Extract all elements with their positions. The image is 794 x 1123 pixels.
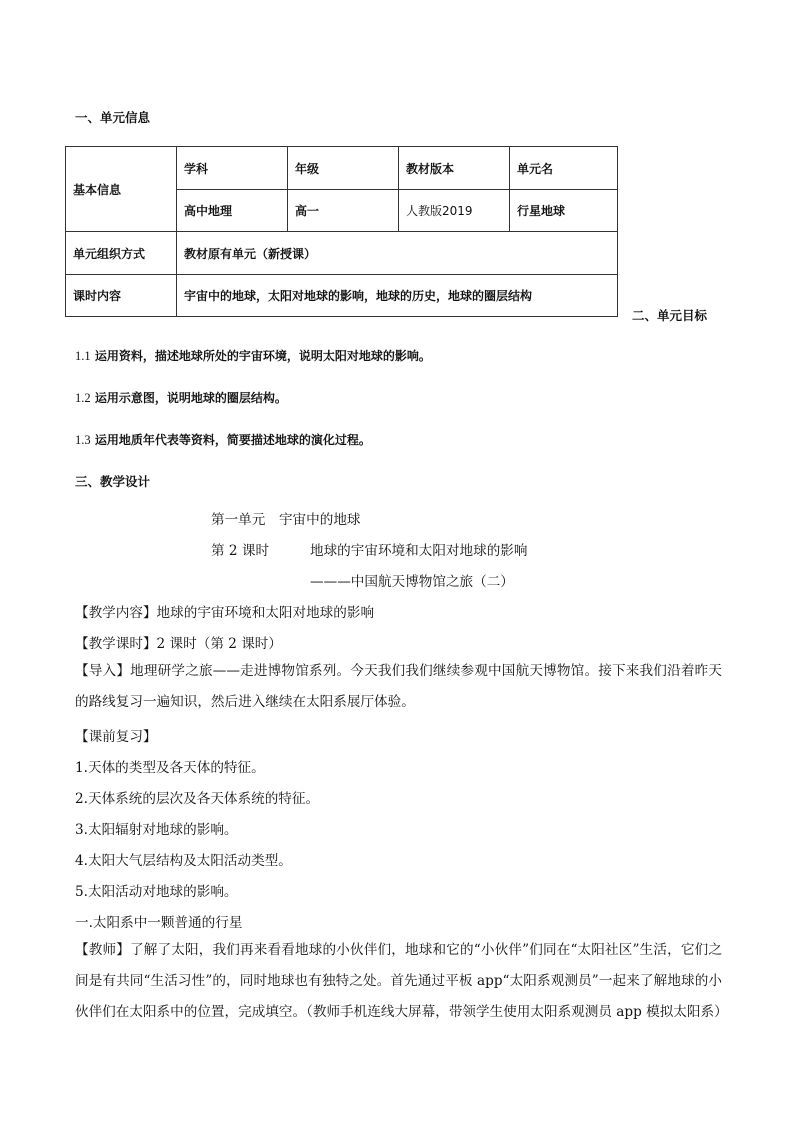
- objective-text: 运用地质年代表等资料，简要描述地球的演化过程。: [94, 433, 371, 447]
- org-value: 教材原有单元（新授课）: [177, 232, 618, 275]
- objective-number: 1.1: [75, 349, 91, 363]
- header-subject: 学科: [177, 147, 288, 190]
- review-title: 【课前复习】: [75, 729, 157, 745]
- lesson-subtitle: ———中国航天博物馆之旅（二）: [310, 574, 514, 590]
- objective-number: 1.2: [75, 391, 91, 405]
- value-subject: 高中地理: [177, 190, 288, 232]
- basic-info-label: 基本信息: [66, 147, 177, 232]
- section-title: 一.太阳系中一颗普通的行星: [75, 915, 243, 931]
- review-item: 3.太阳辐射对地球的影响。: [75, 822, 238, 838]
- intro-paragraph: 【导入】地理研学之旅——走进博物馆系列。今天我们我们继续参观中国航天博物馆。接下来我们沿着昨天的路线复习一遍知识，然后进入继续在太阳系展厅体验。: [75, 663, 722, 710]
- objective-text: 运用示意图，说明地球的圈层结构。: [94, 391, 287, 405]
- value-grade: 高一: [288, 190, 399, 232]
- review-item: 2.天体系统的层次及各天体系统的特征。: [75, 791, 320, 807]
- header-unit: 单元名: [510, 147, 618, 190]
- value-unit: 行星地球: [510, 190, 618, 232]
- review-item: 5.太阳活动对地球的影响。: [75, 884, 238, 900]
- objective-item: [75, 389, 287, 406]
- org-label: 单元组织方式: [66, 232, 177, 275]
- lesson-period: 第 2 课时: [211, 543, 270, 559]
- objective-item: [75, 431, 371, 448]
- section3-heading: 三、教学设计: [75, 474, 151, 489]
- header-edition: 教材版本: [399, 147, 510, 190]
- review-item: 1.天体的类型及各天体的特征。: [75, 760, 265, 776]
- objective-text: 运用资料，描述地球所处的宇宙环境，说明太阳对地球的影响。: [94, 349, 431, 363]
- header-grade: 年级: [288, 147, 399, 190]
- objective-number: 1.3: [75, 433, 91, 447]
- section1-heading: 一、单元信息: [75, 110, 151, 125]
- lesson-topic: 地球的宇宙环境和太阳对地球的影响: [310, 543, 528, 559]
- review-item: 4.太阳大气层结构及太阳活动类型。: [75, 853, 292, 869]
- teacher-paragraph: 【教师】了解了太阳，我们再来看看地球的小伙伴们，地球和它的“小伙伴”们同在“太阳社区”生活，它们之间是有共同“生活习性”的，同时地球也有独特之处。首先通过平板 app“太阳系观测员”一起来了解地球的小伙伴们在太阳系中的位置，完成填空。（教师手机连线大屏幕，带领学生使用太阳系观测员 app 模拟太阳系）: [75, 942, 728, 1020]
- content-label: 课时内容: [66, 275, 177, 317]
- unit-title: 第一单元 宇宙中的地球: [211, 512, 361, 528]
- objective-item: [75, 347, 431, 364]
- unit-info-table: [65, 146, 618, 317]
- section2-heading: 二、单元目标: [632, 308, 708, 323]
- teaching-hours: 【教学课时】2 课时（第 2 课时）: [75, 636, 282, 652]
- teaching-content: 【教学内容】地球的宇宙环境和太阳对地球的影响: [75, 605, 375, 621]
- value-edition: 人教版2019: [399, 190, 510, 232]
- content-value: 宇宙中的地球，太阳对地球的影响，地球的历史，地球的圈层结构: [177, 275, 618, 317]
